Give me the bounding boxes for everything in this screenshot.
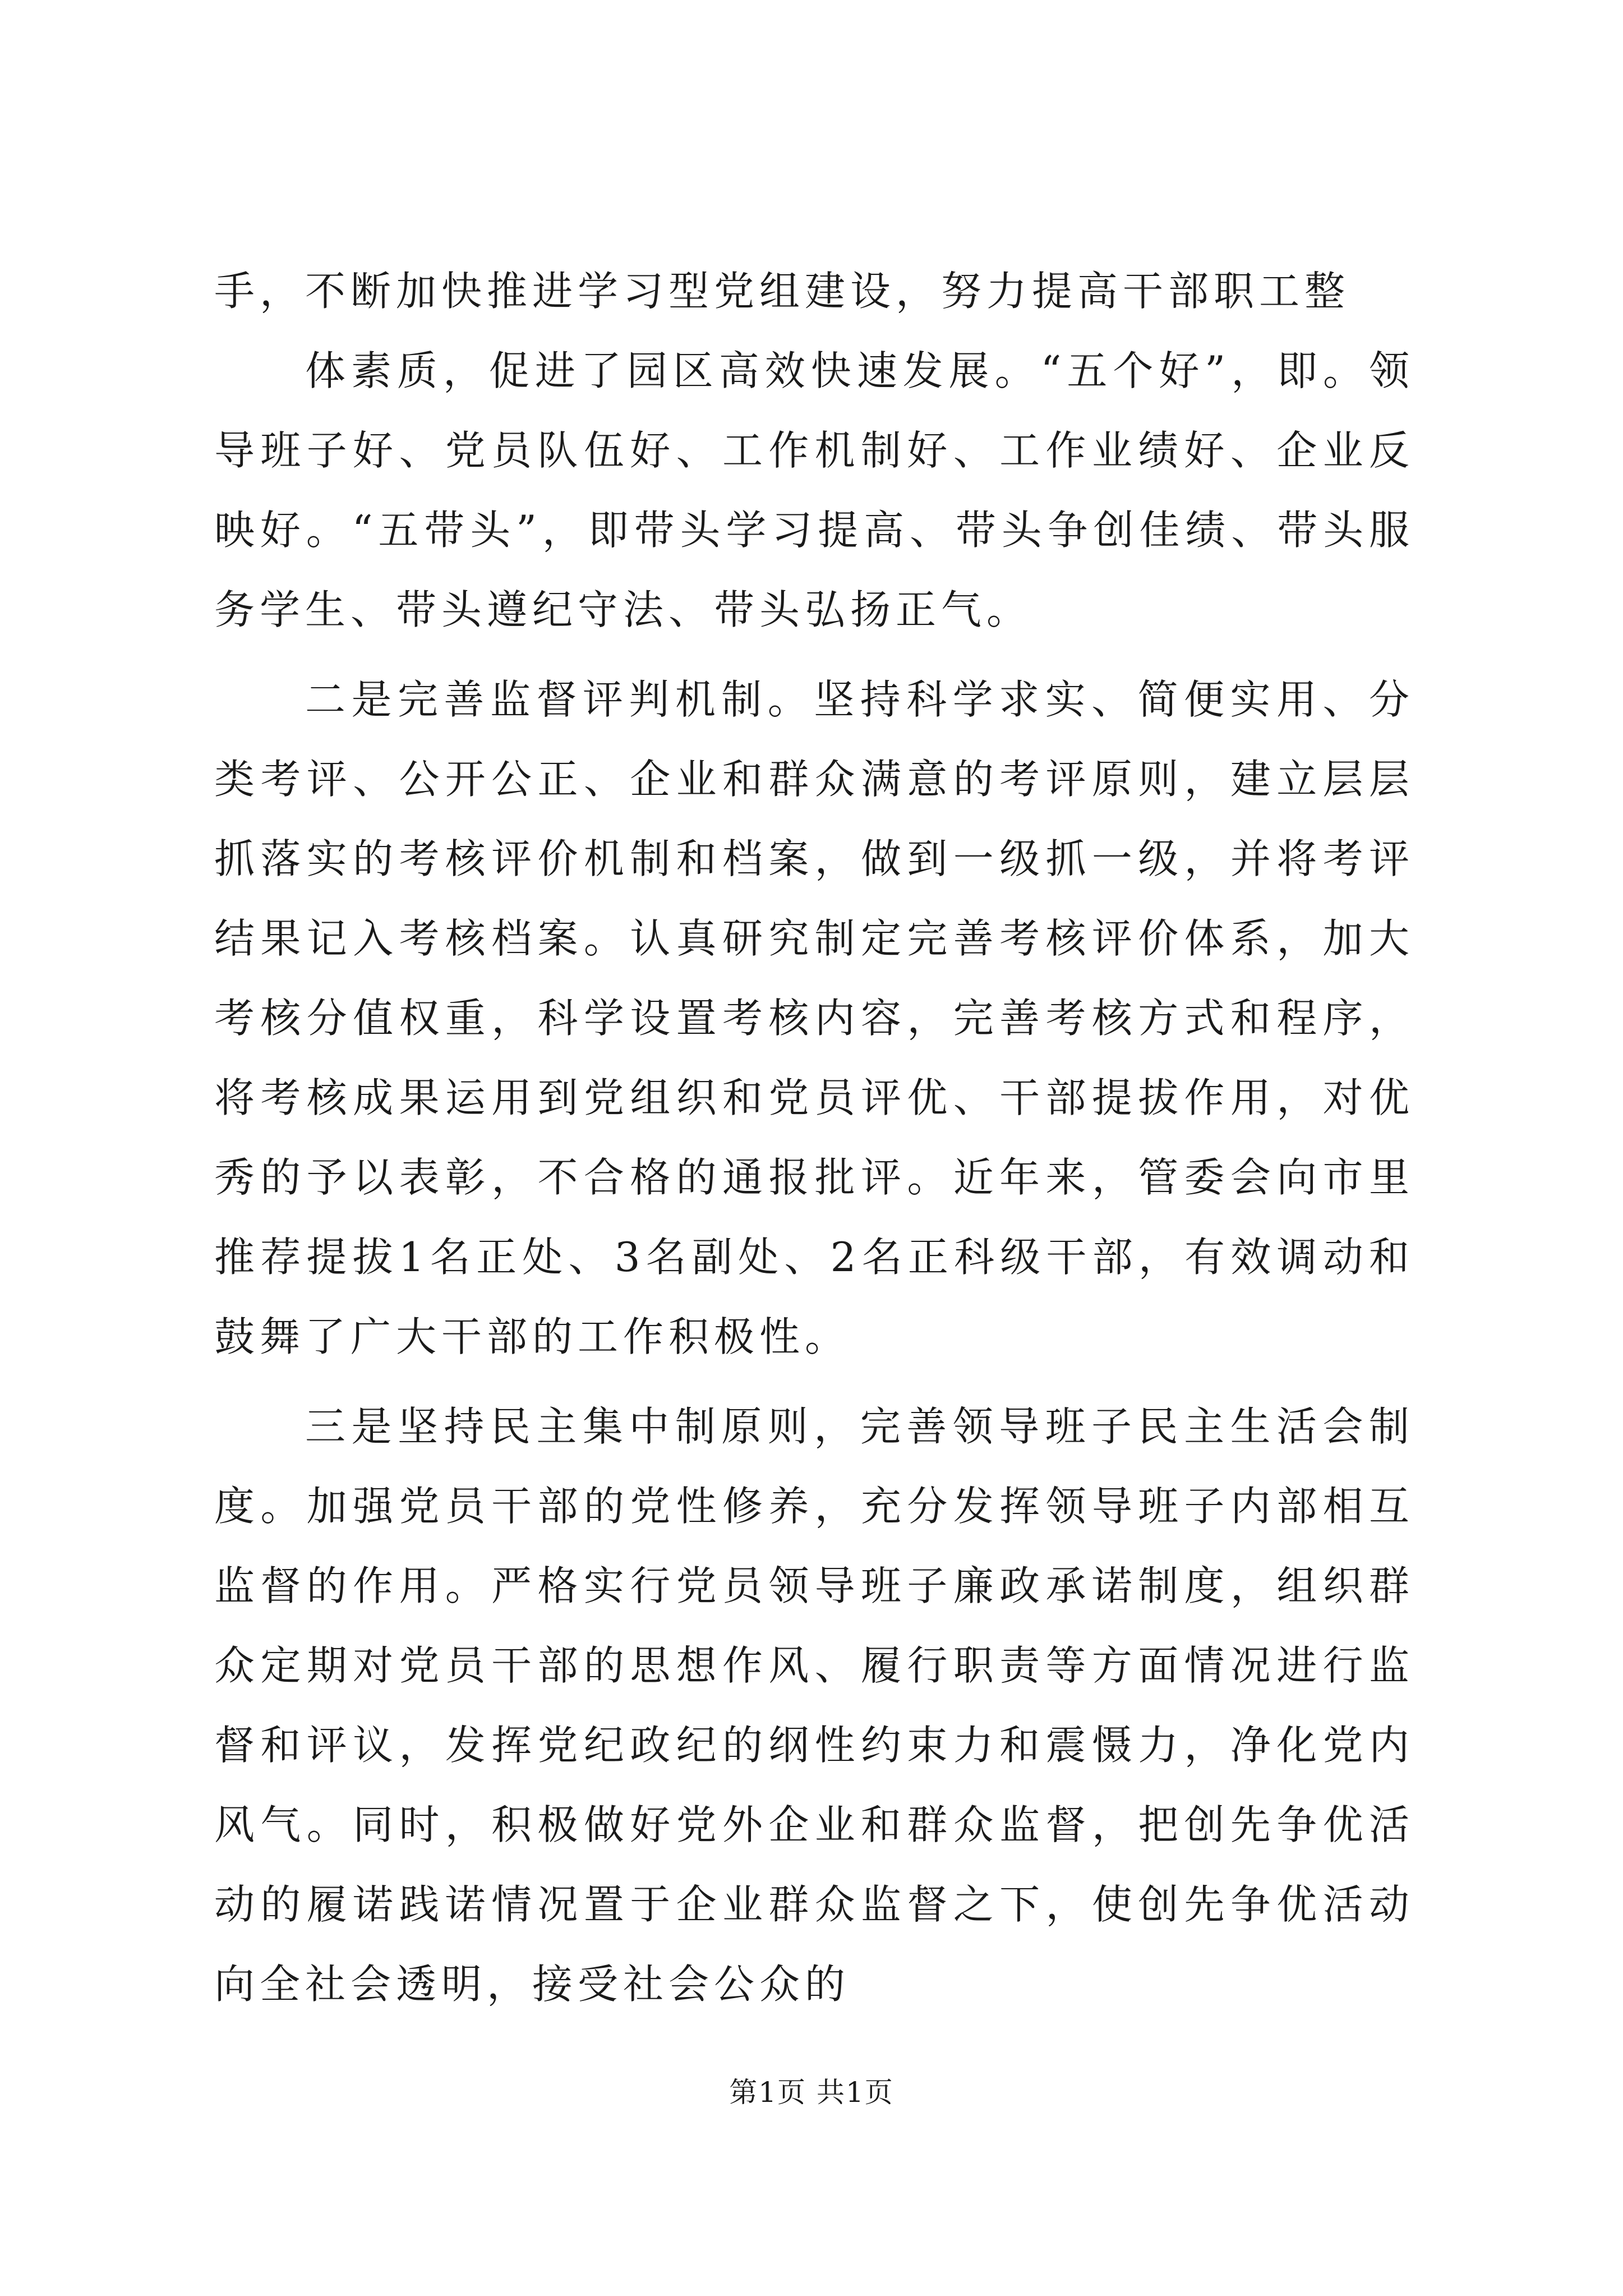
- paragraph-five-goods: 体素质，促进了园区高效快速发展。“五个好”，即。领导班子好、党员队伍好、工作机制好、工作业绩好、企业反映好。“五带头”，即带头学习提高、带头争创佳绩、带头服务学生、带头遵纪守法、带头弘扬正气。: [214, 347, 1414, 633]
- document-body: [214, 251, 1414, 2024]
- paragraph-democratic-centralism: 三是坚持民主集中制原则，完善领导班子民主生活会制度。加强党员干部的党性修养，充分发挥领导班子内部相互监督的作用。严格实行党员领导班子廉政承诺制度，组织群众定期对党员干部的思想作风、履行职责等方面情况进行监督和评议，发挥党纪政纪的纲性约束力和震慑力，净化党内风气。同时，积极做好党外企业和群众监督，把创先争优活动的履诺践诺情况置于企业群众监督之下，使创先争优活动向全社会透明，接受社会公众的: [214, 1403, 1414, 2008]
- page-number-footer: 第1页 共1页: [729, 2076, 894, 2109]
- paragraph-supervision-mechanism: 二是完善监督评判机制。坚持科学求实、简便实用、分类考评、公开公正、企业和群众满意的考评原则，建立层层抓落实的考核评价机制和档案，做到一级抓一级，并将考评结果记入考核档案。认真研究制定完善考核评价体系，加大考核分值权重，科学设置考核内容，完善考核方式和程序，将考核成果运用到党组织和党员评优、干部提拔作用，对优秀的予以表彰，不合格的通报批评。近年来，管委会向市里推荐提拔1名正处、3名副处、2名正科级干部，有效调动和鼓舞了广大干部的工作积极性。: [214, 676, 1414, 1360]
- paragraph-continuation: 手，不断加快推进学习型党组建设，努力提高干部职工整: [214, 268, 1350, 315]
